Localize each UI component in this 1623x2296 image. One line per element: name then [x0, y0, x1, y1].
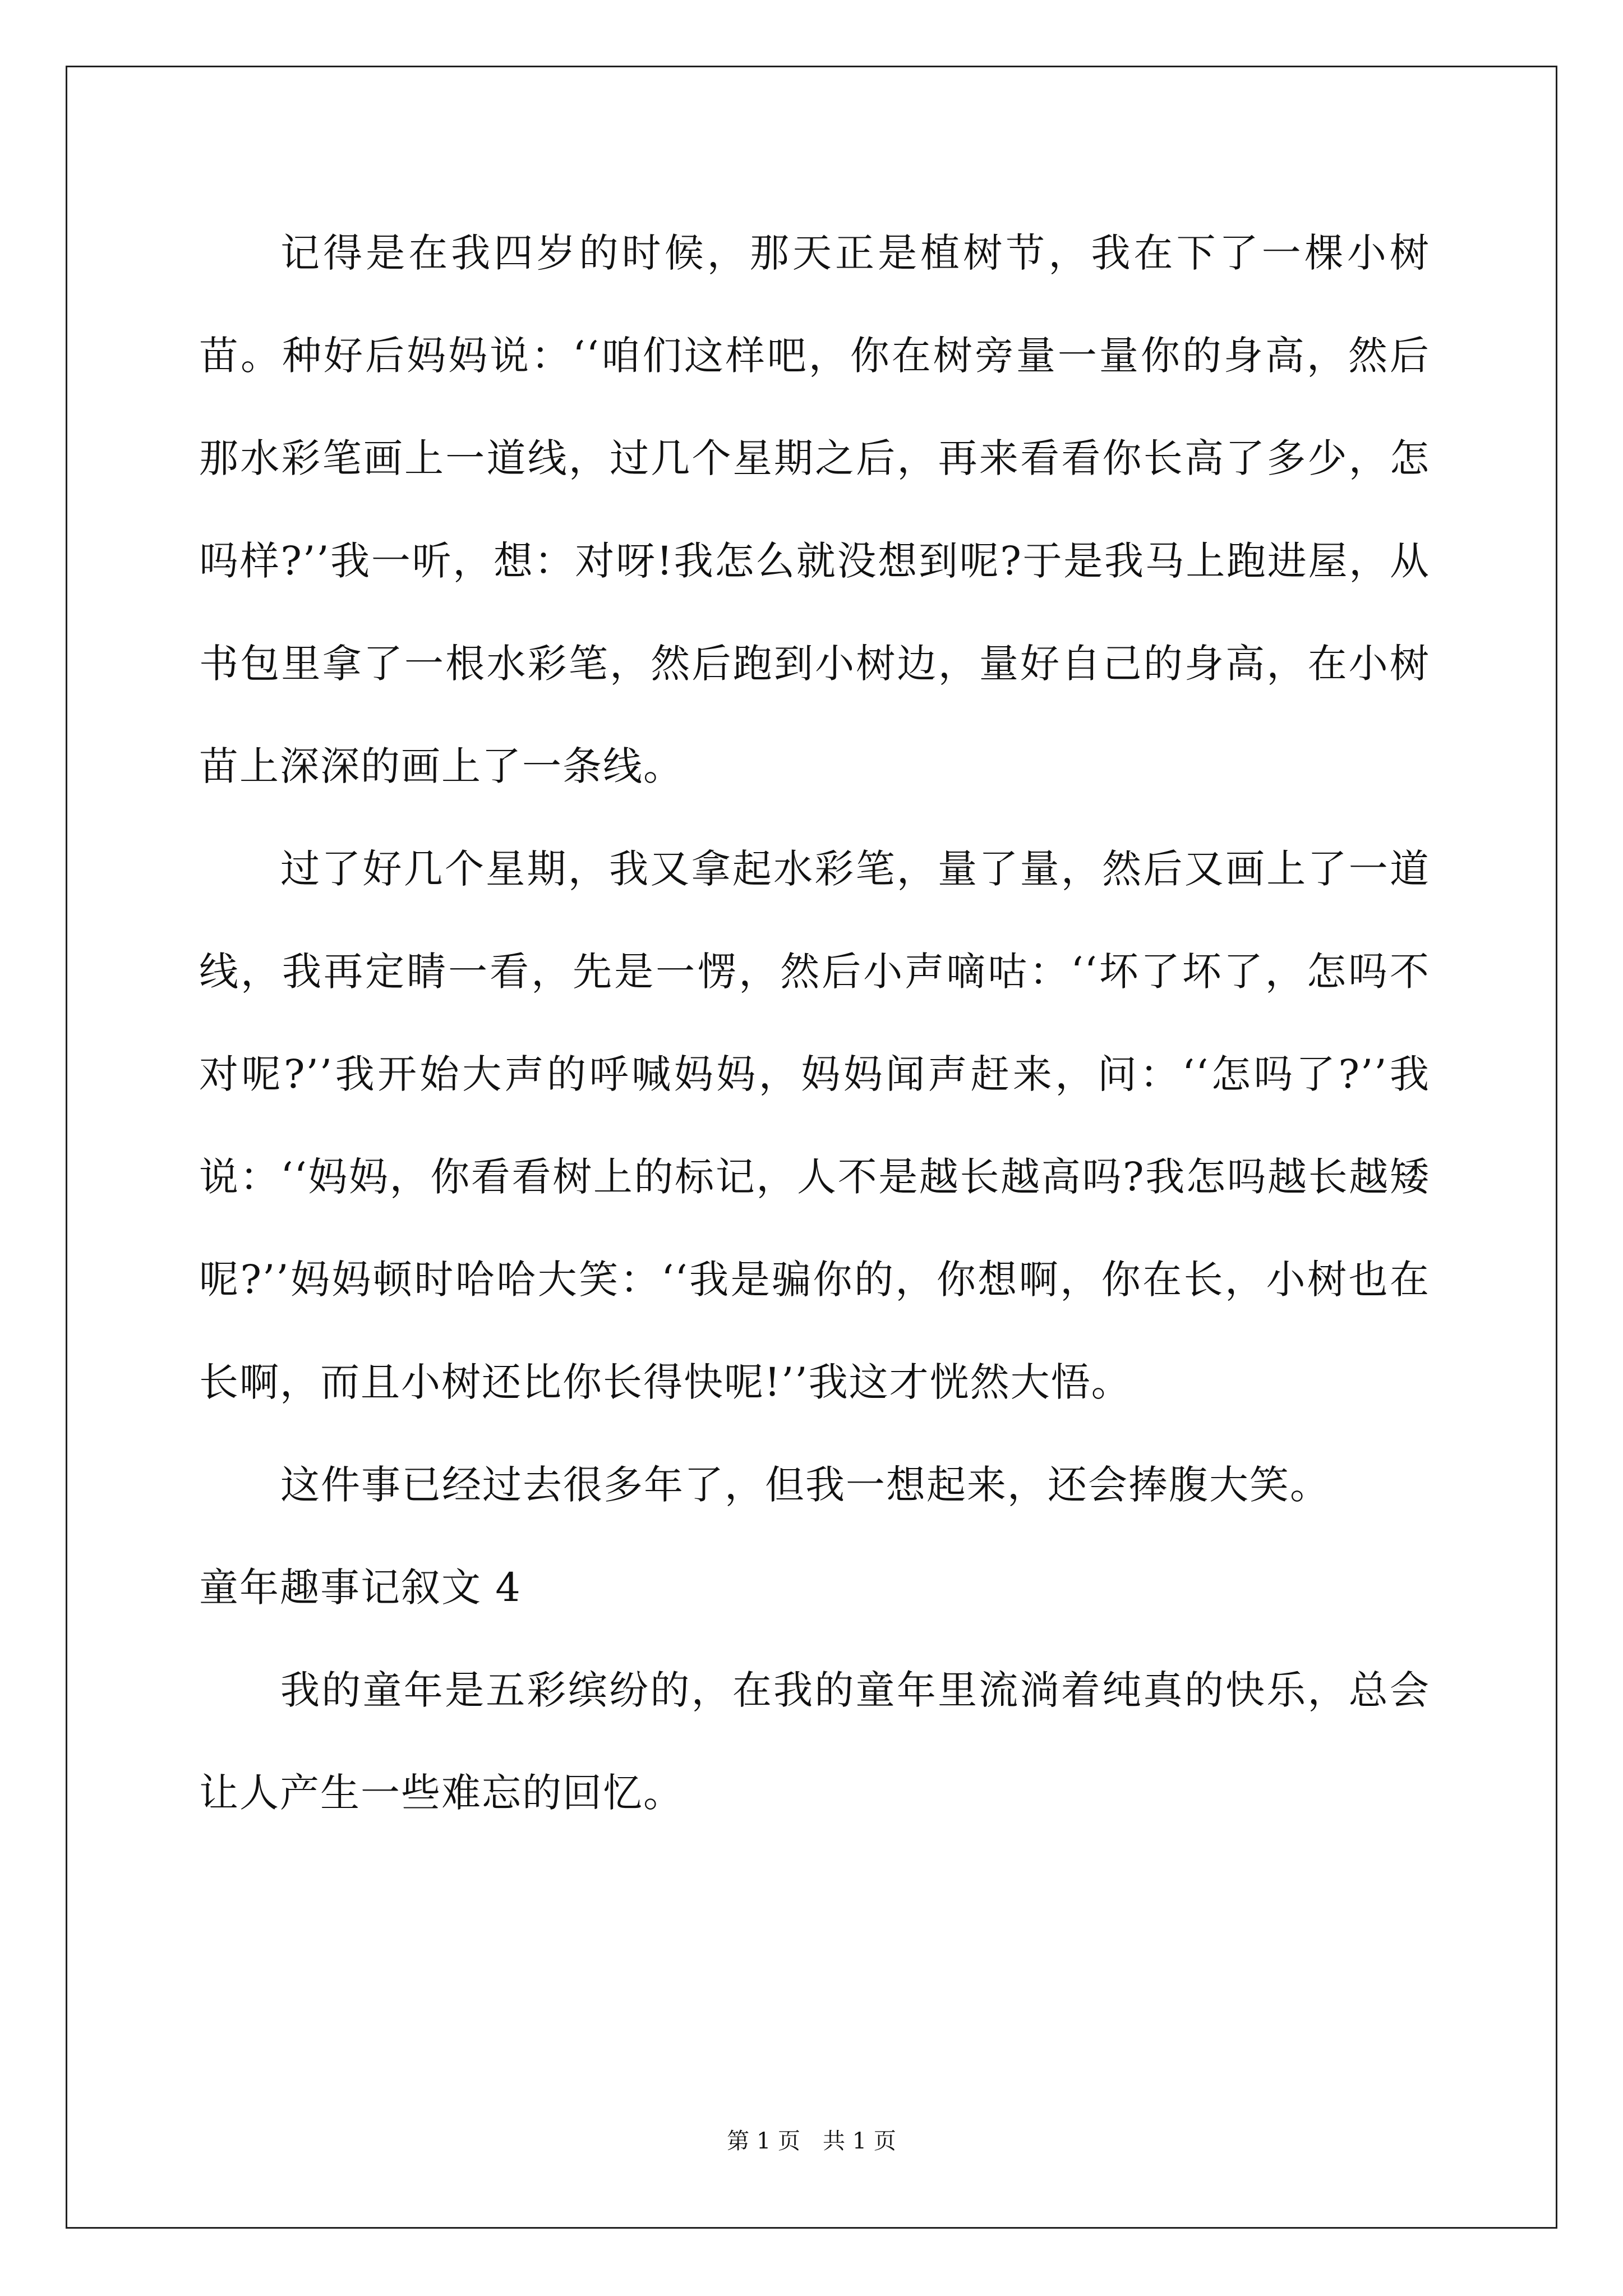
paragraph-1: 记得是在我四岁的时候，那天正是植树节，我在下了一棵小树苗。种好后妈妈说：‘‘咱们这样吧，你在树旁量一量你的身高，然后那水彩笔画上一道线，过几个星期之后，再来看看你长高了多少，怎吗样?’’我一听，想：对呀!我怎么就没想到呢?于是我马上跑进屋，从书包里拿了一根水彩笔，然后跑到小树边，量好自己的身高，在小树苗上深深的画上了一条线。: [199, 230, 1430, 789]
section-heading: 童年趣事记叙文 4: [199, 1565, 522, 1611]
paragraph-3: 这件事已经过去很多年了，但我一想起来，还会捧腹大笑。: [280, 1462, 1330, 1508]
paragraph-4: 我的童年是五彩缤纷的，在我的童年里流淌着纯真的快乐，总会让人产生一些难忘的回忆。: [199, 1667, 1430, 1816]
document-body: [199, 202, 1430, 1844]
page-number-footer: 第 1 页 共 1 页: [727, 2128, 896, 2154]
paragraph-2: 过了好几个星期，我又拿起水彩笔，量了量，然后又画上了一道线，我再定睛一看，先是一愣，然后小声嘀咕：‘‘坏了坏了，怎吗不对呢?’’我开始大声的呼喊妈妈，妈妈闻声赶来，问：‘‘怎吗了?’’我说：‘‘妈妈，你看看树上的标记，人不是越长越高吗?我怎吗越长越矮呢?’’妈妈顿时哈哈大笑：‘‘我是骗你的，你想啊，你在长，小树也在长啊，而且小树还比你长得快呢!’’我这才恍然大悟。: [199, 846, 1430, 1405]
